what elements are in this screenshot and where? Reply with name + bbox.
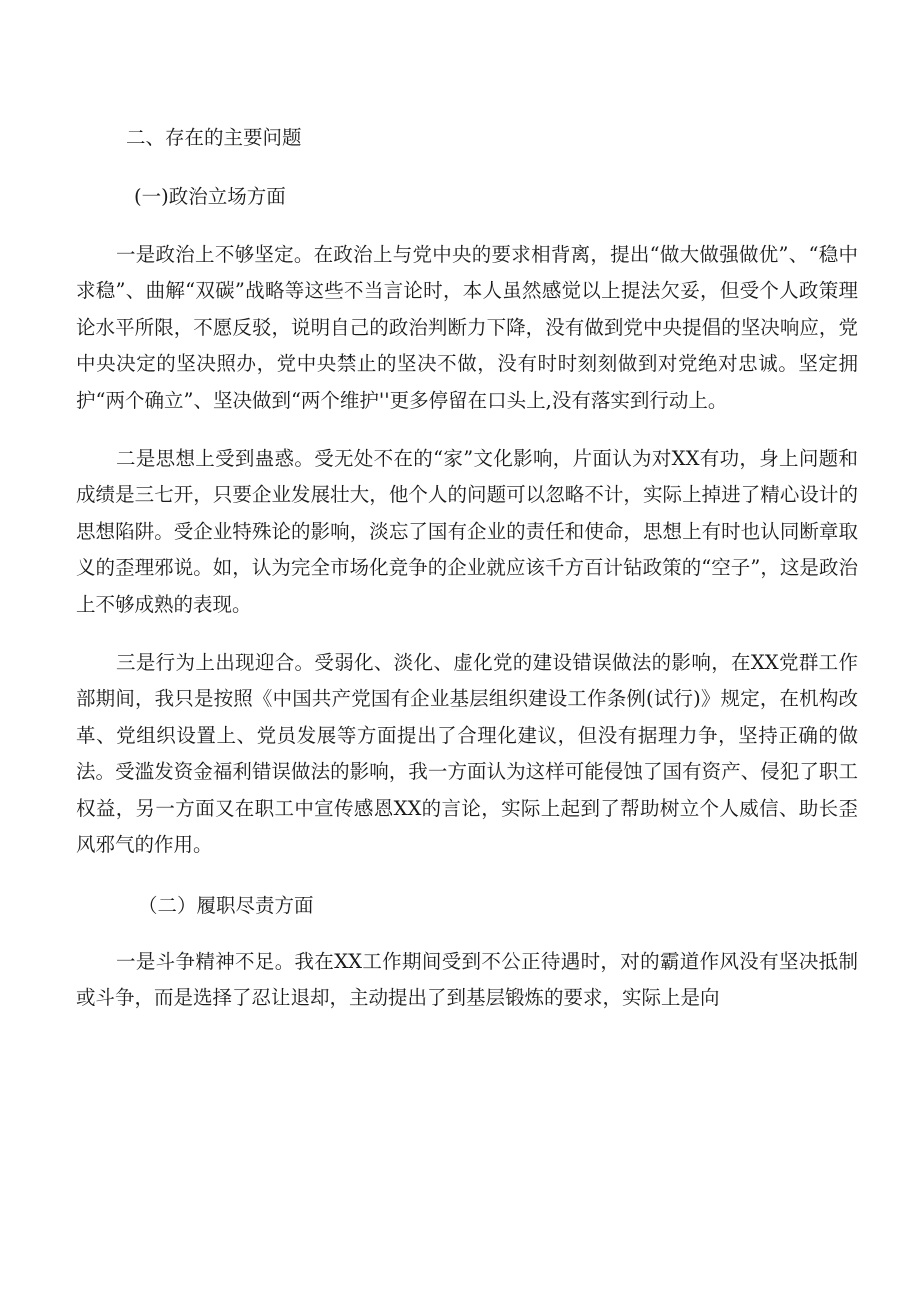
paragraph-behavioral-compliance: 三是行为上出现迎合。受弱化、淡化、虚化党的建设错误做法的影响，在XX党群工作部期间，我只是按照《中国共产党国有企业基层组织建设工作条例(试行)》规定，在机构改革、党组织设置上、党员发展等方面提出了合理化建议，但没有据理力争，坚持正确的做法。受滥发资金福利错误做法的影响，我一方面认为这样可能侵蚀了国有资产、侵犯了职工权益，另一方面又在职工中宣传感恩XX的言论，实际上起到了帮助树立个人威信、助长歪风邪气的作用。 bbox=[76, 651, 858, 857]
paragraph-political-firmness: 一是政治上不够坚定。在政治上与党中央的要求相背离，提出“做大做强做优”、“稳中求稳”、曲解“双碳”战略等这些不当言论时，本人虽然感觉以上提法欠妥，但受个人政策理论水平所限，不愿反驳，说明自己的政治判断力下降，没有做到党中央提倡的坚决响应，党中央决定的坚决照办，党中央禁止的坚决不做，没有时时刻刻做到对党绝对忠诚。坚定拥护“两个确立”、坚决做到“两个维护''更多停留在口头上,没有落实到行动上。 bbox=[76, 243, 858, 412]
subsection-heading-duty-performance: （二）履职尽责方面 bbox=[138, 893, 314, 917]
subsection-heading-political-stance: (一)政治立场方面 bbox=[134, 185, 286, 208]
paragraph-ideological-influence: 二是思想上受到蛊惑。受无处不在的“家”文化影响，片面认为对XX有功，身上问题和成绩是三七开，只要企业发展壮大，他个人的问题可以忽略不计，实际上掉进了精心设计的思想陷阱。受企业特殊论的影响，淡忘了国有企业的责任和使命，思想上有时也认同断章取义的歪理邪说。如，认为完全市场化竞争的企业就应该千方百计钻政策的“空子”，这是政治上不够成熟的表现。 bbox=[76, 447, 859, 616]
paragraph-fighting-spirit: 一是斗争精神不足。我在XX工作期间受到不公正待遇时，对的霸道作风没有坚决抵制或斗争，而是选择了忍让退却，主动提出了到基层锻炼的要求，实际上是向 bbox=[76, 949, 858, 1009]
section-heading: 二、存在的主要问题 bbox=[126, 126, 302, 149]
document-body bbox=[76, 118, 858, 1038]
